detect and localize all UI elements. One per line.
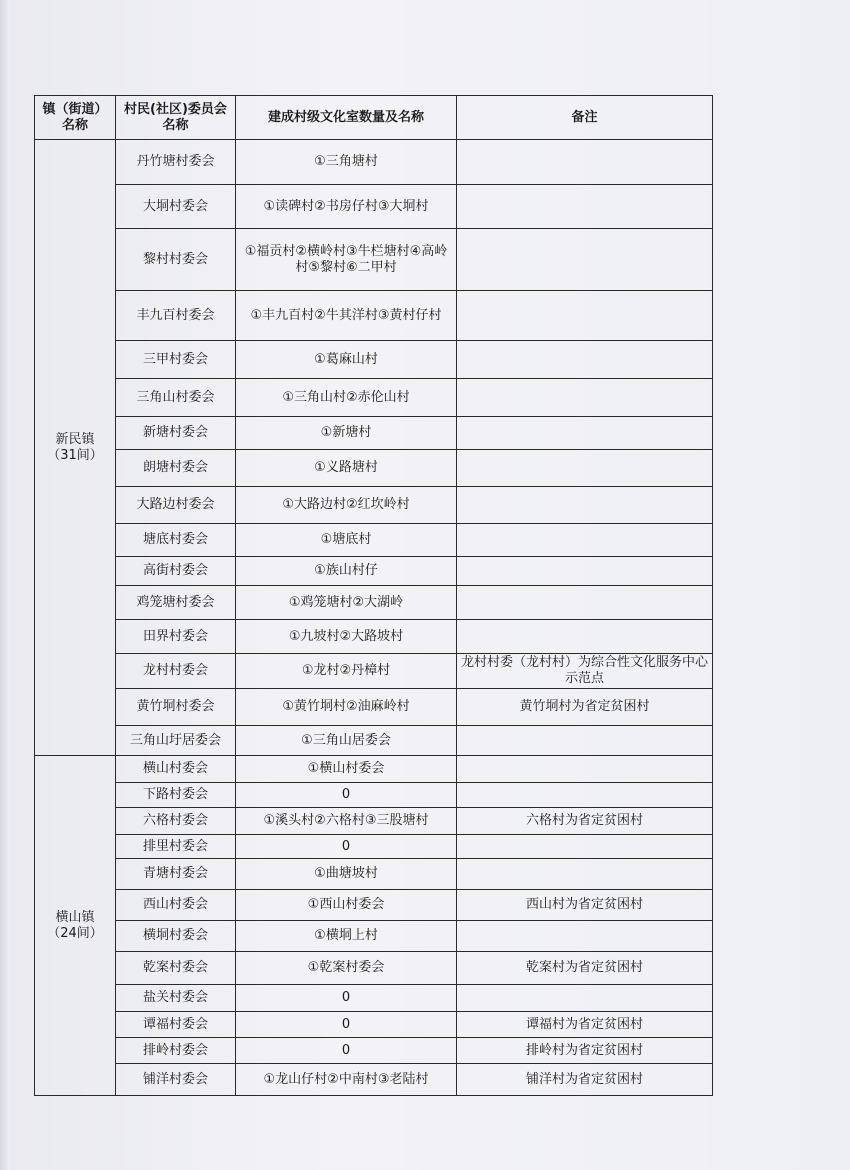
table-row bbox=[35, 835, 713, 859]
committee-cell: 六格村委会 bbox=[116, 808, 236, 835]
remark-cell bbox=[457, 341, 713, 379]
remark-cell bbox=[457, 140, 713, 185]
rooms-cell: ①葛麻山村 bbox=[236, 341, 457, 379]
table-body bbox=[35, 140, 713, 1096]
committee-cell: 新塘村委会 bbox=[116, 417, 236, 450]
remark-cell bbox=[457, 417, 713, 450]
remark-cell bbox=[457, 756, 713, 783]
remark-cell: 西山村为省定贫困村 bbox=[457, 890, 713, 921]
rooms-cell: ①横山村委会 bbox=[236, 756, 457, 783]
committee-cell: 龙村村委会 bbox=[116, 654, 236, 689]
rooms-cell: ①鸡笼塘村②大湖岭 bbox=[236, 586, 457, 620]
remark-cell bbox=[457, 487, 713, 524]
table-row bbox=[35, 808, 713, 835]
remark-cell: 黄竹垌村为省定贫困村 bbox=[457, 689, 713, 726]
remark-cell bbox=[457, 783, 713, 808]
rooms-cell: ①读碑村②书房仔村③大垌村 bbox=[236, 185, 457, 229]
committee-cell: 高街村委会 bbox=[116, 557, 236, 586]
rooms-cell: ①族山村仔 bbox=[236, 557, 457, 586]
rooms-cell: ①三角山村②赤伦山村 bbox=[236, 379, 457, 417]
remark-cell bbox=[457, 921, 713, 952]
committee-cell: 乾案村委会 bbox=[116, 952, 236, 985]
committee-cell: 排岭村委会 bbox=[116, 1038, 236, 1064]
committee-cell: 鸡笼塘村委会 bbox=[116, 586, 236, 620]
remark-cell bbox=[457, 185, 713, 229]
town-name: 新民镇 bbox=[55, 431, 95, 447]
rooms-cell: ①横垌上村 bbox=[236, 921, 457, 952]
committee-cell: 三角山村委会 bbox=[116, 379, 236, 417]
town-cell bbox=[35, 756, 116, 1096]
remark-cell bbox=[457, 557, 713, 586]
remark-cell: 龙村村委（龙村村）为综合性文化服务中心示范点 bbox=[457, 654, 713, 689]
table-row bbox=[35, 586, 713, 620]
committee-cell: 排里村委会 bbox=[116, 835, 236, 859]
header-town: 镇（街道）名称 bbox=[35, 96, 116, 140]
table-row bbox=[35, 1038, 713, 1064]
remark-cell bbox=[457, 379, 713, 417]
remark-cell bbox=[457, 835, 713, 859]
table-row bbox=[35, 557, 713, 586]
rooms-cell: 0 bbox=[236, 783, 457, 808]
scan-edge-shadow bbox=[0, 0, 10, 1170]
table-row bbox=[35, 379, 713, 417]
remark-cell: 排岭村为省定贫困村 bbox=[457, 1038, 713, 1064]
committee-cell: 丹竹塘村委会 bbox=[116, 140, 236, 185]
remark-cell bbox=[457, 859, 713, 890]
table-row bbox=[35, 859, 713, 890]
remark-cell: 铺洋村为省定贫困村 bbox=[457, 1064, 713, 1096]
table-row bbox=[35, 1012, 713, 1038]
committee-cell: 横山村委会 bbox=[116, 756, 236, 783]
committee-cell: 塘底村委会 bbox=[116, 524, 236, 557]
rooms-cell: ①九坡村②大路坡村 bbox=[236, 620, 457, 654]
town-count: （24间） bbox=[47, 925, 103, 941]
committee-cell: 横垌村委会 bbox=[116, 921, 236, 952]
rooms-cell: ①福贡村②横岭村③牛栏塘村④高岭村⑤黎村⑥二甲村 bbox=[236, 229, 457, 291]
rooms-cell: ①龙山仔村②中南村③老陆村 bbox=[236, 1064, 457, 1096]
committee-cell: 三角山圩居委会 bbox=[116, 726, 236, 756]
table-row bbox=[35, 689, 713, 726]
committee-cell: 田界村委会 bbox=[116, 620, 236, 654]
rooms-cell: 0 bbox=[236, 1012, 457, 1038]
rooms-cell: 0 bbox=[236, 835, 457, 859]
remark-cell: 六格村为省定贫困村 bbox=[457, 808, 713, 835]
remark-cell bbox=[457, 229, 713, 291]
remark-cell bbox=[457, 586, 713, 620]
rooms-cell: ①三角山居委会 bbox=[236, 726, 457, 756]
remark-cell bbox=[457, 985, 713, 1012]
rooms-cell: 0 bbox=[236, 985, 457, 1012]
table-row bbox=[35, 229, 713, 291]
rooms-cell: ①大路边村②红坎岭村 bbox=[236, 487, 457, 524]
header-row bbox=[35, 96, 713, 140]
table-row bbox=[35, 185, 713, 229]
table-row bbox=[35, 620, 713, 654]
remark-cell: 谭福村为省定贫困村 bbox=[457, 1012, 713, 1038]
table-row bbox=[35, 985, 713, 1012]
committee-cell: 下路村委会 bbox=[116, 783, 236, 808]
header-remark: 备注 bbox=[457, 96, 713, 140]
committee-cell: 青塘村委会 bbox=[116, 859, 236, 890]
table-row bbox=[35, 890, 713, 921]
table-row bbox=[35, 654, 713, 689]
remark-cell bbox=[457, 726, 713, 756]
table-row bbox=[35, 783, 713, 808]
rooms-cell: ①塘底村 bbox=[236, 524, 457, 557]
table-row bbox=[35, 140, 713, 185]
rooms-cell: ①义路塘村 bbox=[236, 450, 457, 487]
rooms-cell: ①溪头村②六格村③三股塘村 bbox=[236, 808, 457, 835]
rooms-cell: ①曲塘坡村 bbox=[236, 859, 457, 890]
table-row bbox=[35, 450, 713, 487]
committee-cell: 西山村委会 bbox=[116, 890, 236, 921]
table-row bbox=[35, 417, 713, 450]
committee-cell: 大垌村委会 bbox=[116, 185, 236, 229]
rooms-cell: ①三角塘村 bbox=[236, 140, 457, 185]
rooms-cell: ①新塘村 bbox=[236, 417, 457, 450]
table-row bbox=[35, 952, 713, 985]
header-committee: 村民(社区)委员会名称 bbox=[116, 96, 236, 140]
town-name: 横山镇 bbox=[55, 909, 95, 925]
rooms-cell: ①龙村②丹樟村 bbox=[236, 654, 457, 689]
table-row bbox=[35, 524, 713, 557]
table-row bbox=[35, 1064, 713, 1096]
rooms-cell: ①黄竹垌村②油麻岭村 bbox=[236, 689, 457, 726]
table-row bbox=[35, 291, 713, 341]
remark-cell bbox=[457, 450, 713, 487]
header-rooms: 建成村级文化室数量及名称 bbox=[236, 96, 457, 140]
committee-cell: 丰九百村委会 bbox=[116, 291, 236, 341]
committee-cell: 朗塘村委会 bbox=[116, 450, 236, 487]
committee-cell: 黄竹垌村委会 bbox=[116, 689, 236, 726]
rooms-cell: ①乾案村委会 bbox=[236, 952, 457, 985]
table-row bbox=[35, 341, 713, 379]
remark-cell bbox=[457, 620, 713, 654]
committee-cell: 三甲村委会 bbox=[116, 341, 236, 379]
rooms-cell: ①西山村委会 bbox=[236, 890, 457, 921]
table-row bbox=[35, 487, 713, 524]
rooms-cell: 0 bbox=[236, 1038, 457, 1064]
culture-room-table bbox=[34, 95, 713, 1096]
committee-cell: 盐关村委会 bbox=[116, 985, 236, 1012]
committee-cell: 铺洋村委会 bbox=[116, 1064, 236, 1096]
town-count: （31间） bbox=[47, 447, 103, 463]
remark-cell: 乾案村为省定贫困村 bbox=[457, 952, 713, 985]
committee-cell: 大路边村委会 bbox=[116, 487, 236, 524]
remark-cell bbox=[457, 291, 713, 341]
rooms-cell: ①丰九百村②牛其洋村③黄村仔村 bbox=[236, 291, 457, 341]
town-cell bbox=[35, 140, 116, 756]
remark-cell bbox=[457, 524, 713, 557]
table-row bbox=[35, 756, 713, 783]
table-row bbox=[35, 726, 713, 756]
committee-cell: 黎村村委会 bbox=[116, 229, 236, 291]
committee-cell: 谭福村委会 bbox=[116, 1012, 236, 1038]
table-row bbox=[35, 921, 713, 952]
